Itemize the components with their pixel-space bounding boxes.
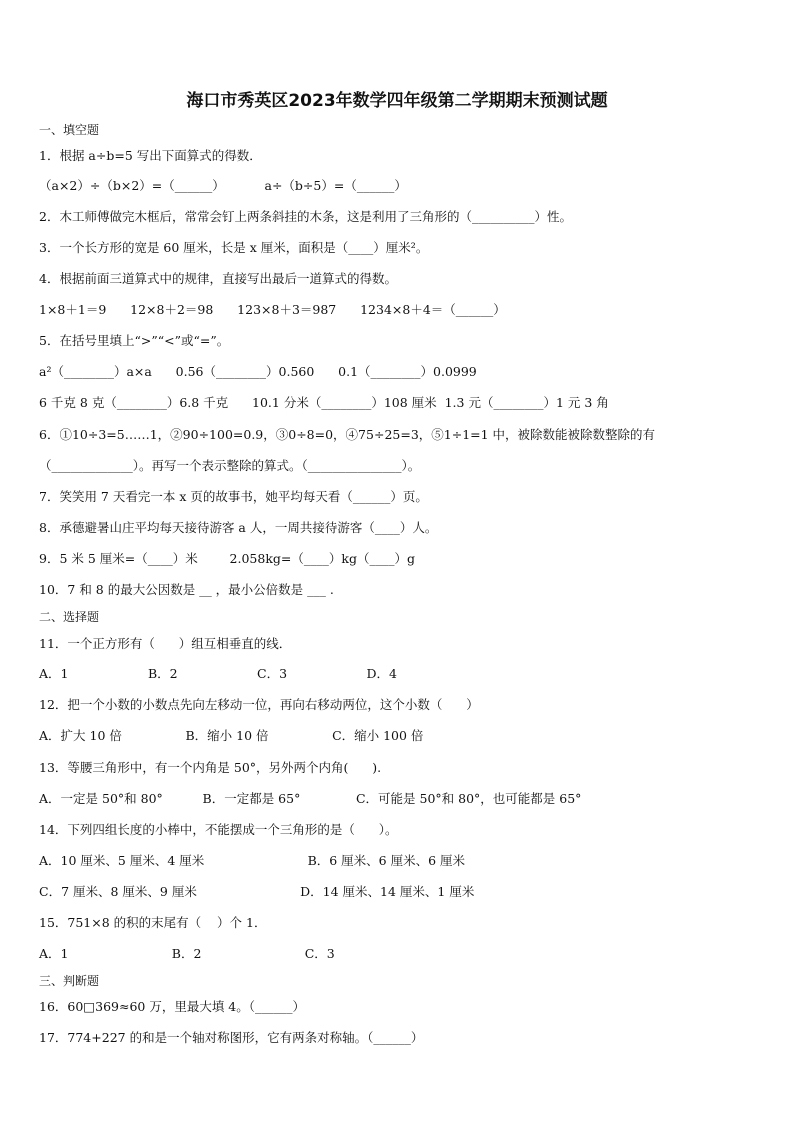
page-title: 海口市秀英区2023年数学四年级第二学期期末预测试题	[186, 91, 608, 111]
question-5: 5．在括号里填上“>”“<”或“=”。	[39, 333, 230, 348]
section-heading-multiple-choice: 二、选择题	[39, 610, 100, 624]
question-1: 1．根据 a÷b=5 写出下面算式的得数．	[39, 148, 262, 163]
question-13: 13．等腰三角形中，有一个内角是 50°，另外两个内角( ).	[39, 760, 382, 775]
question-6: 6．①10÷3=5……1，②90÷100=0.9，③0÷8=0，④75÷25=3，⑤1÷1=1 中，被除数能被除数整除的有	[39, 427, 656, 442]
question-2: 2．木工师傅做完木框后，常常会钉上两条斜挂的木条，这是利用了三角形的（__________）性。	[39, 209, 572, 224]
question-12-options: A．扩大 10 倍 B．缩小 10 倍 C．缩小 100 倍	[39, 728, 424, 743]
question-13-options: A．一定是 50°和 80° B．一定都是 65° C．可能是 50°和 80°，也可能都是 65°	[39, 791, 582, 806]
question-3: 3．一个长方形的宽是 60 厘米，长是 x 厘米，面积是（____）厘米²。	[39, 240, 429, 255]
question-16: 16．60□369≈60 万，里最大填 4。（______）	[39, 999, 306, 1014]
section-heading-fill-blank: 一、填空题	[39, 123, 100, 137]
question-14-options-ab: A．10 厘米、5 厘米、4 厘米 B．6 厘米、6 厘米、6 厘米	[39, 853, 466, 868]
question-15: 15．751×8 的积的末尾有（ ）个 1．	[39, 915, 267, 930]
section-heading-true-false: 三、判断题	[39, 974, 100, 988]
question-5-row-2: 6 千克 8 克（________）6.8 千克 10.1 分米（________）108 厘米 1.3 元（________）1 元 3 角	[39, 395, 609, 410]
question-14-options-cd: C．7 厘米、8 厘米、9 厘米 D．14 厘米、14 厘米、1 厘米	[39, 884, 475, 899]
question-10: 10．7 和 8 的最大公因数是 __ ，最小公倍数是 ___ .	[39, 582, 334, 597]
question-14: 14．下列四组长度的小棒中，不能摆成一个三角形的是（ ）。	[39, 822, 398, 837]
question-11: 11．一个正方形有（ ）组互相垂直的线．	[39, 636, 292, 651]
question-7: 7．笑笑用 7 天看完一本 x 页的故事书，她平均每天看（______）页。	[39, 489, 428, 504]
question-4-pattern: 1×8＋1＝9 12×8＋2＝98 123×8＋3＝987 1234×8＋4＝（______）	[39, 302, 506, 317]
question-1-expressions: （a×2）÷（b×2）=（______） a÷（b÷5）=（______）	[39, 178, 407, 193]
question-12: 12．把一个小数的小数点先向左移动一位，再向右移动两位，这个小数（ ）	[39, 697, 479, 712]
question-9: 9．5 米 5 厘米=（____）米 2.058kg=（____）kg（____）g	[39, 551, 415, 566]
question-5-row-1: a²（________）a×a 0.56（________）0.560 0.1（________）0.0999	[39, 364, 477, 379]
question-11-options: A．1 B．2 C．3 D．4	[39, 666, 398, 681]
question-15-options: A．1 B．2 C．3	[39, 946, 335, 961]
question-8: 8．承德避暑山庄平均每天接待游客 a 人，一周共接待游客（____）人。	[39, 520, 438, 535]
question-17: 17．774+227 的和是一个轴对称图形，它有两条对称轴。（______）	[39, 1030, 424, 1045]
question-4: 4．根据前面三道算式中的规律，直接写出最后一道算式的得数。	[39, 271, 397, 286]
question-6-blanks: （_____________）。再写一个表示整除的算式。（_______________）。	[39, 458, 421, 473]
